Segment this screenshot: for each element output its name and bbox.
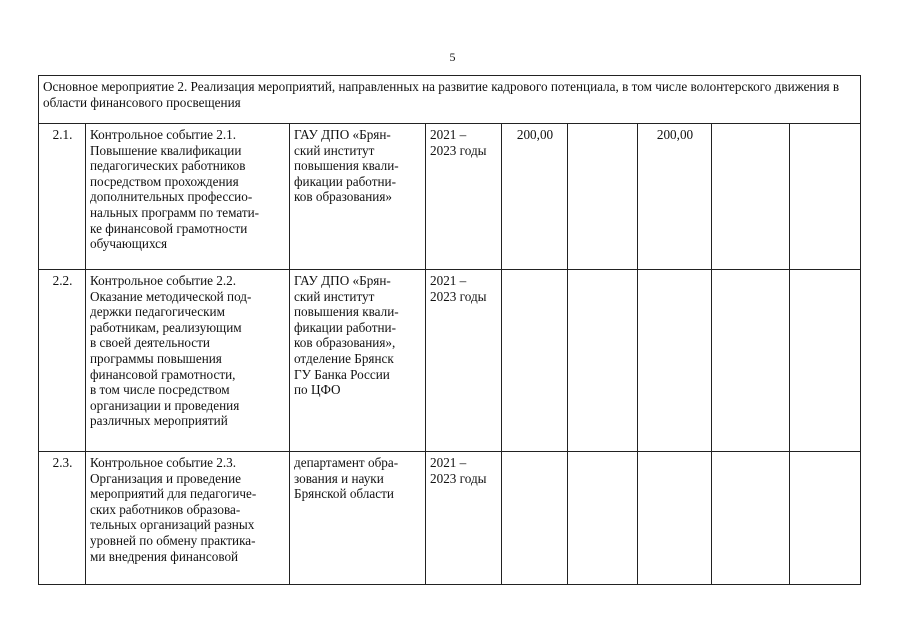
- executor-cell: ГАУ ДПО «Брян- ский институт повышения квали- фикации работни- ков образования»: [290, 124, 426, 270]
- amount-cell-1: [502, 452, 568, 585]
- row-number: 2.1.: [39, 124, 86, 270]
- section-title: Основное мероприятие 2. Реализация мероприятий, направленных на развитие кадрового потенциала, в том числе волонтерского движения в области финансового просвещения: [39, 76, 861, 124]
- row-number: 2.3.: [39, 452, 86, 585]
- amount-cell-4: [712, 270, 790, 452]
- amount-cell-4: [712, 124, 790, 270]
- amount-cell-1: 200,00: [502, 124, 568, 270]
- amount-cell-4: [712, 452, 790, 585]
- table-row: [39, 124, 861, 270]
- page-number: 5: [449, 50, 456, 64]
- event-cell: Контрольное событие 2.1. Повышение квалификации педагогических работников посредством прохождения дополнительных профессио- нальных программ по темати- ке финансовой грамотности обучающихся: [86, 124, 290, 270]
- amount-cell-2: [568, 124, 638, 270]
- amount-cell-3: 200,00: [638, 124, 712, 270]
- table-row: [39, 270, 861, 452]
- amount-cell-5: [790, 270, 861, 452]
- amount-cell-5: [790, 124, 861, 270]
- event-cell: Контрольное событие 2.3. Организация и проведение мероприятий для педагогиче- ских работников образова- тельных организаций разных уровней по обмену практика- ми внедрения финансовой: [86, 452, 290, 585]
- period-cell: 2021 – 2023 годы: [426, 124, 502, 270]
- plan-table: [38, 75, 861, 585]
- period-cell: 2021 – 2023 годы: [426, 270, 502, 452]
- amount-cell-3: [638, 270, 712, 452]
- amount-cell-5: [790, 452, 861, 585]
- amount-cell-2: [568, 270, 638, 452]
- amount-cell-1: [502, 270, 568, 452]
- section-header-row: [39, 76, 861, 124]
- executor-cell: департамент обра- зования и науки Брянской области: [290, 452, 426, 585]
- amount-cell-2: [568, 452, 638, 585]
- executor-cell: ГАУ ДПО «Брян- ский институт повышения квали- фикации работни- ков образования», отделение Брянск ГУ Банка России по ЦФО: [290, 270, 426, 452]
- period-cell: 2021 – 2023 годы: [426, 452, 502, 585]
- table-row: [39, 452, 861, 585]
- event-cell: Контрольное событие 2.2. Оказание методической под- держки педагогическим работникам, реализующим в своей деятельности программы повышения финансовой грамотности, в том числе посредством организации и проведения различных мероприятий: [86, 270, 290, 452]
- row-number: 2.2.: [39, 270, 86, 452]
- amount-cell-3: [638, 452, 712, 585]
